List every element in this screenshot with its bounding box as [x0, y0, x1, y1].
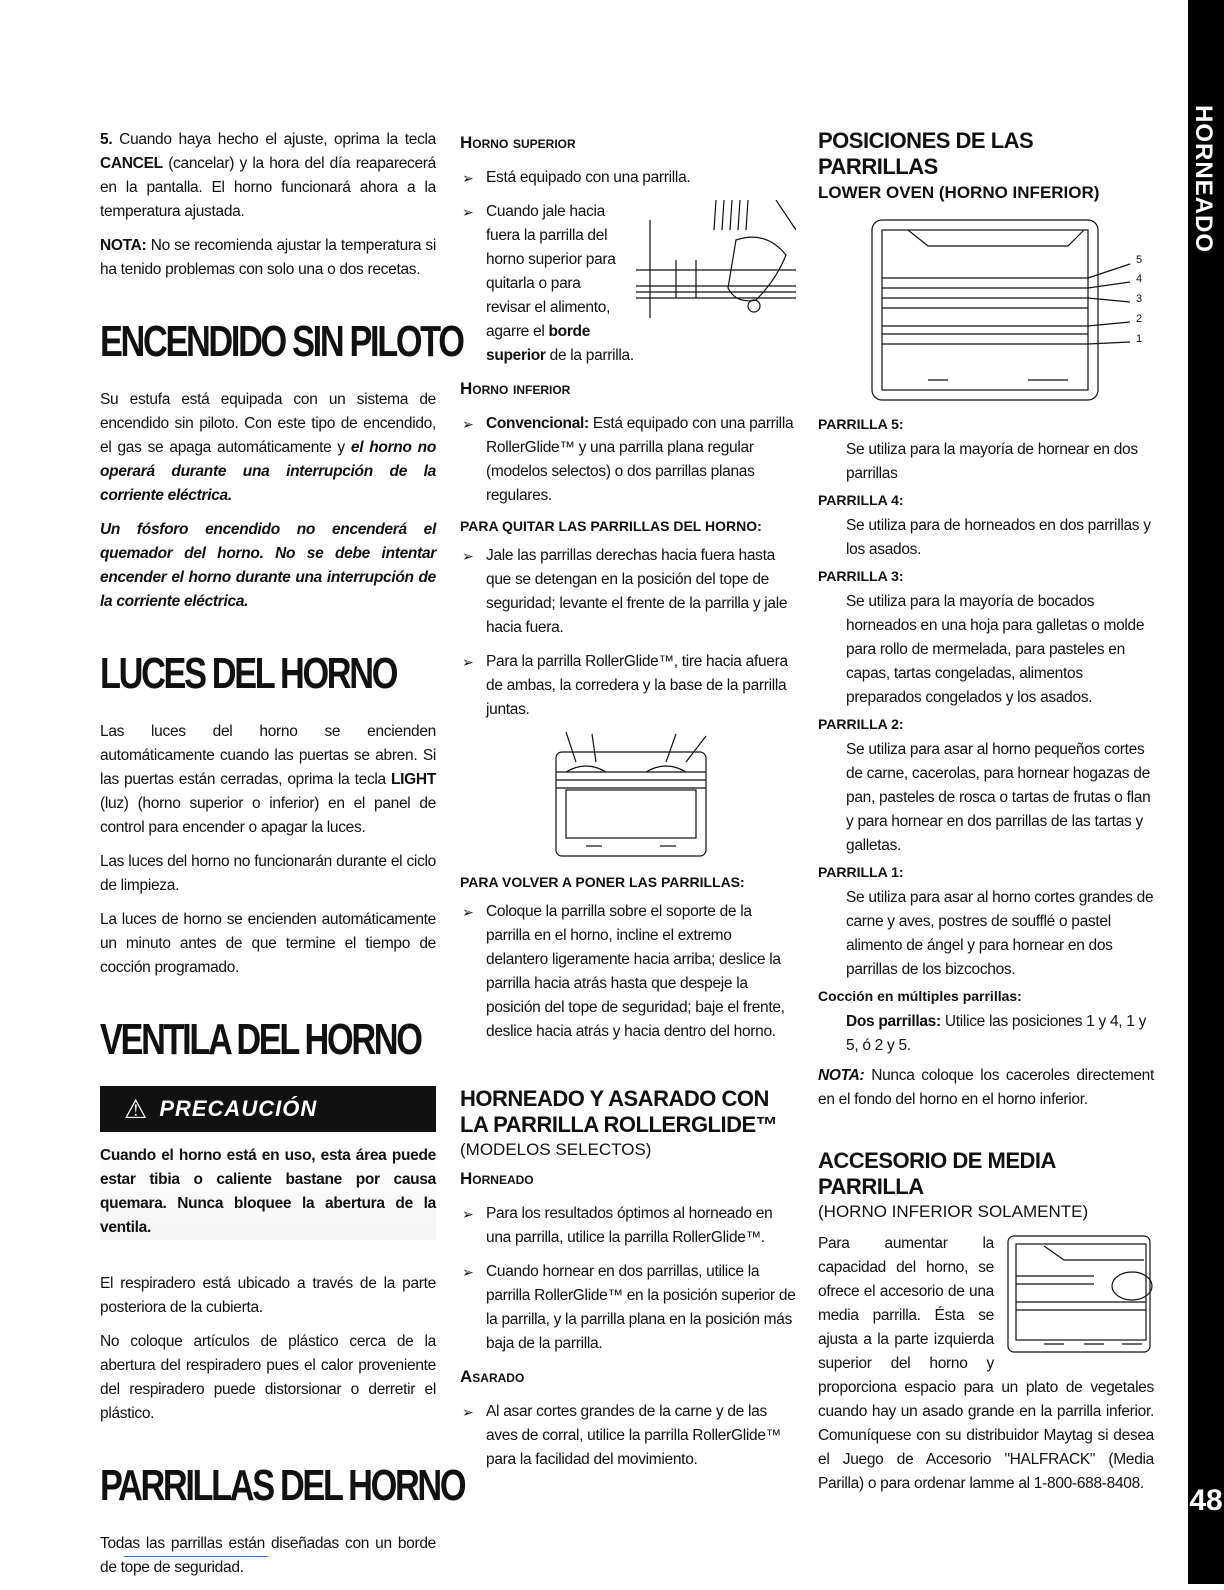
list-item: [460, 412, 796, 508]
rack-number: 4: [1136, 273, 1143, 285]
list-volver: [460, 900, 796, 1044]
luces-p3: La luces de horno se encienden automáticamente un minuto antes de que termine el tiempo de cocción programado.: [100, 911, 436, 976]
caution-text: Cuando el horno está en uso, esta área puede estar tibia o caliente bastane por causa quemara. Nunca bloquee la abertura de la ventila.: [100, 1144, 436, 1240]
rack-number: 5: [1136, 254, 1143, 266]
parrilla-5-label: PARRILLA 5:: [818, 416, 904, 432]
accesorio-text: [818, 1232, 1154, 1496]
parrilla-2-label: PARRILLA 2:: [818, 716, 904, 732]
ventila-p2: No coloque artículos de plástico cerca de la abertura del respiradero pues el calor proveniente del respiradero puede distorsionar o derretir el plástico.: [100, 1333, 436, 1422]
heading-quitar: PARA QUITAR LAS PARRILLAS DEL HORNO:: [460, 518, 762, 534]
list-item: ➢ Cuando hornear en dos parrillas, utilice la parrilla RollerGlide™ en la posición superior de la parrilla, y la parrilla plana en la posición más baja de la parrilla.: [460, 1260, 796, 1356]
encendido-p1-text: Su estufa está equipada con un sistema de encendido sin piloto. Con este tipo de encendido, el gas se apaga automáticamente y: [100, 391, 436, 456]
half-rack-illustration: [1004, 1232, 1154, 1356]
list-item: [460, 200, 796, 368]
luces-p2: Las luces del horno no funcionarán durante el ciclo de limpieza.: [100, 853, 436, 894]
list-horno-inferior: [460, 412, 796, 508]
caution-banner: [100, 1086, 436, 1132]
list-item: ➢ Jale las parrillas derechas hacia fuera hasta que se detengan en la posición del tope de seguridad; levante el frente de la parrilla y jale hacia fuera.: [460, 544, 796, 640]
nota-text: Nunca coloque los caceroles directement en el fondo del horno en el horno inferior.: [818, 1067, 1154, 1108]
encendido-p2: [100, 518, 436, 614]
encendido-p1-emphasis: el horno no operará durante una interrupción de la corriente eléctrica.: [100, 439, 436, 504]
list-horneado: [460, 1202, 796, 1356]
multi-parrillas-label: Cocción en múltiples parrillas:: [818, 988, 1022, 1004]
warning-triangle-icon: ⚠: [124, 1093, 148, 1124]
ventila-p1: El respiradero está ubicado a través de la parte posteriora de la cubierta.: [100, 1275, 436, 1316]
heading-asarado: Asarado: [460, 1367, 525, 1386]
parrilla-4-label: PARRILLA 4:: [818, 492, 904, 508]
light-key: LIGHT: [385, 771, 436, 788]
nota-caceroles: [818, 1064, 1154, 1112]
heading-horneado: Horneado: [460, 1169, 534, 1188]
rack-number: 1: [1136, 333, 1143, 345]
oven-rack-diagram: [868, 216, 1168, 406]
list-item: ➢ Al asar cortes grandes de la carne y de las aves de corral, utilice la parrilla RollerGlide™ para la facilidad del movimiento.: [460, 1400, 796, 1472]
luces-p1-b: (luz) (horno superior o inferior) en el panel de control para encender o apagar la luces.: [100, 795, 436, 836]
heading-horneado-asarado: HORNEADO Y ASARADO CON LA PARRILLA ROLLERGLIDE™: [460, 1086, 778, 1137]
page-number: 48: [1189, 1484, 1223, 1517]
parrilla-5-text: Se utiliza para la mayoría de hornear en dos parrillas: [846, 441, 1138, 482]
list-item: ➢ Coloque la parrilla sobre el soporte de la parrilla en el horno, incline el extremo delantero ligeramente hacia arriba; deslice la parrilla hacia atrás hasta que despeje la posición del tope de seguridad; baje el frente, deslice hacia atrás y hacia dentro del horno.: [460, 900, 796, 1044]
step-5-text-a: Cuando haya hecho el ajuste, oprima la tecla: [119, 131, 436, 148]
column-right: [818, 128, 1154, 1506]
caution-label: PRECAUCIÓN: [159, 1096, 318, 1121]
heading-encendido: ENCENDIDO SIN PILOTO: [100, 317, 463, 366]
encendido-p1: [100, 388, 436, 508]
list-quitar: [460, 544, 796, 722]
nota-text: No se recomienda ajustar la temperatura si ha tenido problemas con solo una o dos recetas.: [100, 237, 436, 278]
rack-positions-diagram: [868, 216, 1168, 406]
heading-volver: PARA VOLVER A PONER LAS PARRILLAS:: [460, 874, 745, 890]
list-horno-superior: [460, 166, 796, 368]
heading-posiciones: POSICIONES DE LAS PARRILLAS: [818, 128, 1034, 179]
parrillas-p1: Todas las parrillas están diseñadas con un borde de tope de seguridad.: [100, 1535, 436, 1576]
luces-p1-a: Las luces del horno se encienden automáticamente cuando las puertas se abren. Si las puertas están cerradas, oprima la tecla: [100, 723, 436, 788]
list-item: ➢ Para la parrilla RollerGlide™, tire hacia afuera de ambas, la corredera y la base de la parrilla juntas.: [460, 650, 796, 722]
heading-parrillas: PARRILLAS DEL HORNO: [100, 1461, 465, 1510]
parrilla-4-text: Se utiliza para de horneados en dos parrillas y los asados.: [846, 517, 1151, 558]
rack-number: 2: [1136, 313, 1143, 325]
list-asarado: [460, 1400, 796, 1472]
heading-lower-oven: LOWER OVEN (HORNO INFERIOR): [818, 183, 1100, 202]
convencional-label: Convencional:: [486, 415, 589, 432]
rack-number: 3: [1136, 293, 1143, 305]
heading-luces: LUCES DEL HORNO: [100, 649, 397, 698]
superior-text-c: de la parrilla.: [545, 347, 634, 364]
footer-rule: [124, 1556, 268, 1557]
cancel-key: CANCEL: [100, 155, 163, 172]
step-5: [100, 128, 436, 224]
nota-label: NOTA:: [818, 1067, 865, 1084]
heading-horno-inferior: Horno inferior: [460, 379, 571, 398]
section-tab-label: HORNEADO: [1190, 105, 1217, 254]
rollerglide-rack-illustration: [536, 732, 726, 860]
heading-horno-superior: Horno superior: [460, 133, 576, 152]
encendido-p2-text: Un fósforo encendido no encenderá el quemador del horno. No se debe intentar encender el horno durante una interrupción de la corriente eléctrica.: [100, 521, 436, 610]
superior-text-a: Cuando jale hacia fuera la parrilla del horno superior para quitarla o para revisar el alimento, agarre el: [486, 203, 616, 340]
nota-label: NOTA:: [100, 237, 147, 254]
column-left: [100, 128, 465, 1590]
parrilla-3-text: Se utiliza para la mayoría de bocados horneados en una hoja para galletas o molde para rollo de mermelada, para pasteles en capas, tartas congeladas, alimentos preparados congelados y los asados.: [846, 593, 1145, 706]
step-number: 5.: [100, 131, 113, 148]
accesorio-subtitle: (HORNO INFERIOR SOLAMENTE): [818, 1202, 1089, 1221]
parrilla-1-label: PARRILLA 1:: [818, 864, 904, 880]
heading-ventila: VENTILA DEL HORNO: [100, 1015, 421, 1064]
heading-accesorio: ACCESORIO DE MEDIA PARRILLA: [818, 1148, 1056, 1199]
column-middle: [460, 128, 796, 1482]
convencional-text: Está equipado con una parrilla RollerGlide™ y una parrilla plana regular (modelos selectos) o dos parrillas planas regulares.: [486, 415, 794, 504]
modelos-selectos: (MODELOS SELECTOS): [460, 1140, 652, 1159]
nota-temp: [100, 234, 436, 282]
parrilla-1-text: Se utiliza para asar al horno cortes grandes de carne y aves, postres de soufflé o pastel alimento de ángel y para hornear en dos parrillas de los bizcochos.: [846, 889, 1154, 978]
dos-parrillas-label: Dos parrillas:: [846, 1013, 941, 1030]
dos-parrillas-text: Utilice las posiciones 1 y 4, 1 y 5, ó 2 y 5.: [846, 1013, 1147, 1054]
accesorio-paragraph: Para aumentar la capacidad del horno, se ofrece el accesorio de una media parrilla. Ésta se ajusta a la parte izquierda superior del horno y proporciona espacio para un plato de vegetales cuando hay un asado grande en la parrilla inferior. Comuníquese con su distribuidor Maytag si desea el Juego de Accesorio "HALFRACK" (Media Parilla) o para ordenar lamme al 1-800-688-8408.: [818, 1235, 1154, 1492]
dos-parrillas: [818, 1010, 1154, 1058]
parrilla-3-label: PARRILLA 3:: [818, 568, 904, 584]
list-item: ➢ Está equipado con una parrilla.: [460, 166, 796, 190]
borde-superior: borde superior: [486, 323, 591, 364]
list-item: ➢ Para los resultados óptimos al horneado en una parrilla, utilice la parrilla RollerGlide™.: [460, 1202, 796, 1250]
step-5-text-b: (cancelar) y la hora del día reaparecerá en la pantalla. El horno funcionará ahora a la temperatura ajustada.: [100, 155, 436, 220]
rack-pull-illustration: [636, 200, 796, 318]
parrilla-2-text: Se utiliza para asar al horno pequeños cortes de carne, cacerolas, para hornear hogazas de pan, pasteles de rosca o tartas de frutas o flan y para hornear en dos parrillas de las tartas y galletas.: [846, 741, 1151, 854]
luces-p1: [100, 720, 436, 840]
